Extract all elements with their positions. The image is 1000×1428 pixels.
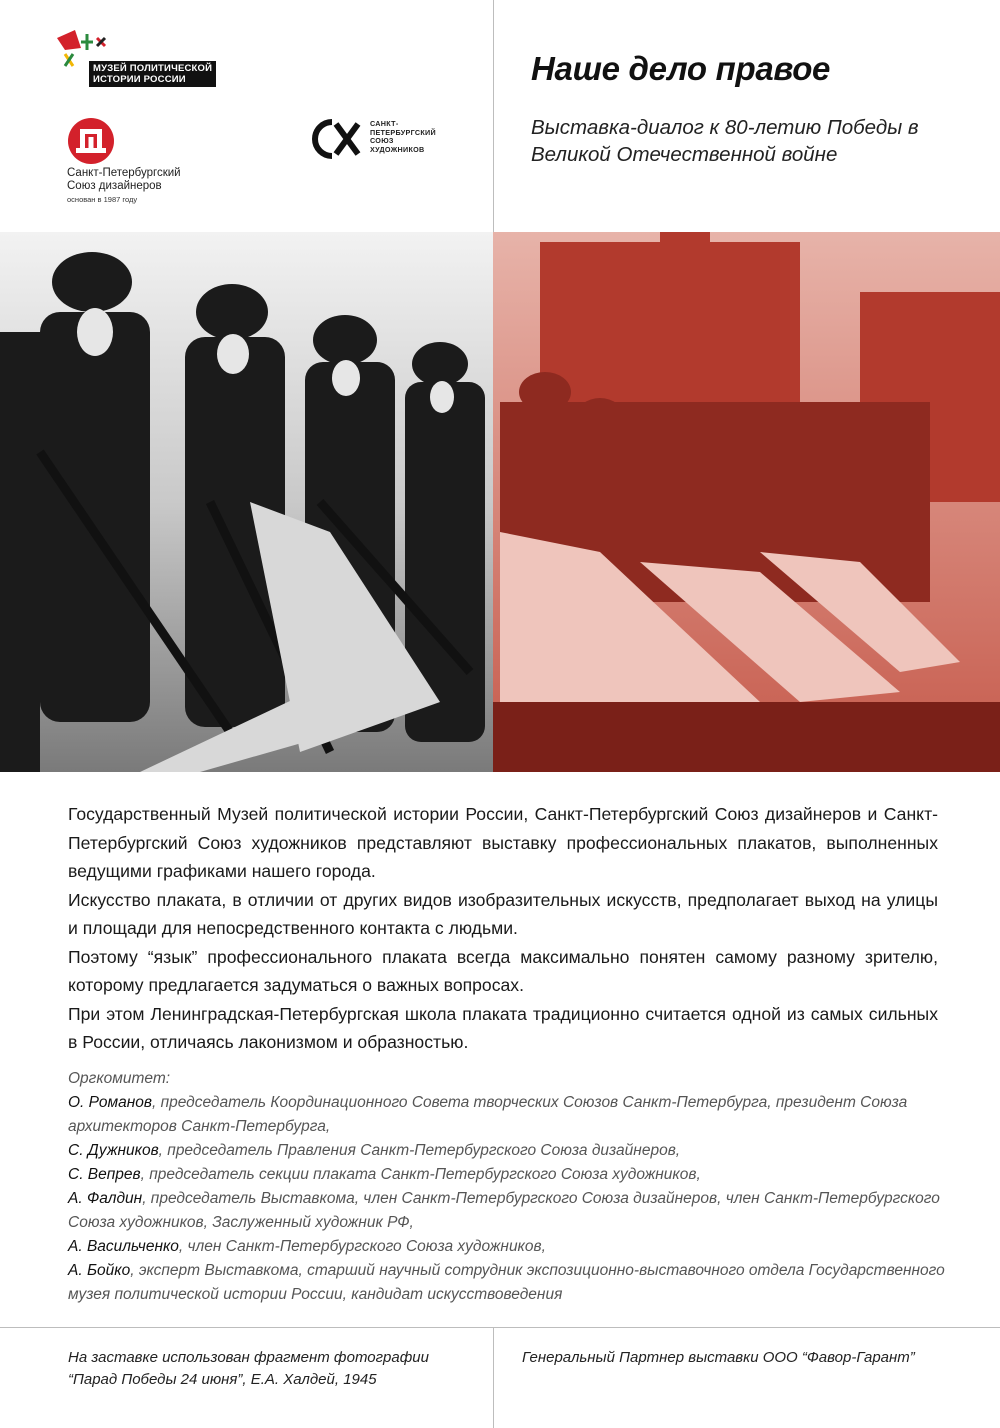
member-name: А. Бойко bbox=[68, 1262, 131, 1279]
member-role: , председатель Правления Санкт-Петербургского Союза дизайнеров, bbox=[158, 1142, 681, 1159]
committee-member bbox=[68, 1187, 948, 1235]
footer-divider bbox=[0, 1327, 1000, 1328]
member-name: О. Романов bbox=[68, 1094, 152, 1111]
artists-union-logo bbox=[312, 116, 472, 162]
committee-member bbox=[68, 1259, 948, 1307]
committee-member bbox=[68, 1163, 948, 1187]
artists-union-name: САНКТ- ПЕТЕРБУРГСКИЙ СОЮЗ ХУДОЖНИКОВ bbox=[370, 119, 436, 154]
designers-union-logo bbox=[67, 118, 257, 208]
committee-member bbox=[68, 1235, 948, 1259]
member-role: , эксперт Выставкома, старший научный сотрудник экспозиционно-выставочного отдела Государственного музея политической истории России, кандидат искусствоведения bbox=[68, 1262, 945, 1303]
member-role: , председатель секции плаката Санкт-Петербургского Союза художников, bbox=[140, 1166, 701, 1183]
member-name: А. Фалдин bbox=[68, 1190, 143, 1207]
committee-member bbox=[68, 1091, 948, 1139]
member-role: , член Санкт-Петербургского Союза художников, bbox=[178, 1238, 546, 1255]
general-partner: Генеральный Партнер выставки ООО “Фавор-Гарант” bbox=[522, 1349, 915, 1366]
designers-union-emblem-icon bbox=[68, 118, 114, 164]
intro-paragraph: Государственный Музей политической истории России, Санкт-Петербургский Союз дизайнеров и Санкт-Петербургский Союз художников представляют выставку профессиональных плакатов, выполненных ведущими графиками нашего города. bbox=[68, 804, 938, 881]
museum-logo bbox=[57, 30, 227, 92]
top-divider bbox=[493, 0, 494, 232]
museum-name: МУЗЕЙ ПОЛИТИЧЕСКОЙ ИСТОРИИ РОССИИ bbox=[89, 61, 216, 87]
exhibition-subtitle: Выставка-диалог к 80-летию Победы в Великой Отечественной войне bbox=[531, 116, 919, 166]
intro-paragraph: Искусство плаката, в отличии от других видов изобразительных искусств, предполагает выход на улицы и площади для непосредственного контакта с людьми. bbox=[68, 889, 938, 938]
organizing-committee bbox=[68, 1067, 948, 1307]
designers-union-founded: основан в 1987 году bbox=[67, 195, 138, 204]
exhibition-title: Наше дело правое bbox=[531, 50, 831, 87]
footer-vertical-divider bbox=[493, 1327, 494, 1428]
member-role: , председатель Выставкома, член Санкт-Петербургского Союза дизайнеров, член Санкт-Петербургского Союза художников, Заслуженный художник РФ, bbox=[68, 1190, 940, 1231]
designers-union-name: Санкт-Петербургский Союз дизайнеров bbox=[67, 167, 181, 192]
member-name: А. Васильченко bbox=[68, 1238, 179, 1255]
member-name: С. Дужников bbox=[68, 1142, 159, 1159]
committee-member bbox=[68, 1139, 948, 1163]
intro-paragraph: Поэтому “язык” профессионального плаката всегда максимально понятен самому разному зрителю, которому предлагается задуматься о важных вопросах. bbox=[68, 946, 938, 995]
photo-credit: На заставке использован фрагмент фотографии “Парад Победы 24 июня”, Е.А. Халдей, 1945 bbox=[68, 1349, 429, 1388]
intro-paragraph: При этом Ленинградская-Петербургская школа плаката традиционно считается одной из самых сильных в России, отличаясь лаконизмом и образностью. bbox=[68, 1003, 938, 1052]
member-role: , председатель Координационного Совета творческих Союзов Санкт-Петербурга, президент Союза архитекторов Санкт-Петербурга, bbox=[68, 1094, 908, 1135]
committee-heading: Оргкомитет: bbox=[68, 1070, 171, 1087]
intro-text bbox=[68, 800, 938, 1057]
victory-parade-photo bbox=[0, 232, 1000, 772]
member-name: С. Вепрев bbox=[68, 1166, 141, 1183]
parade-photo-image bbox=[0, 232, 1000, 772]
artists-union-emblem-icon bbox=[312, 118, 364, 160]
